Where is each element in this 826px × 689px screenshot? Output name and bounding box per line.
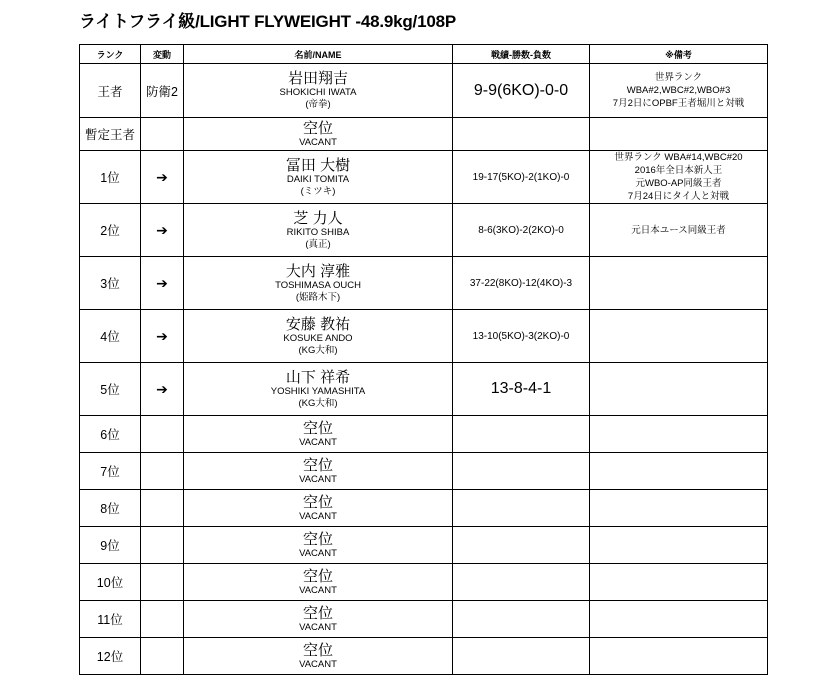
boxer-name-jp: 空位 — [302, 567, 333, 585]
note-line: 7月2日にOPBF王者堀川と対戦 — [612, 98, 745, 109]
boxer-name-jp: 空位 — [302, 119, 333, 137]
table-row — [80, 118, 768, 151]
boxer-name-jp: 山下 祥希 — [285, 368, 351, 386]
rank-cell: 11位 — [80, 601, 141, 638]
change-cell — [141, 453, 184, 490]
boxer-name-en: VACANT — [299, 621, 337, 633]
boxer-name-en: SHOKICHI IWATA — [279, 87, 357, 98]
name-cell — [184, 257, 453, 310]
name-cell — [184, 564, 453, 601]
note-line: 2016年全日本新人王 — [634, 165, 723, 176]
note-line: 元日本ユース同級王者 — [631, 224, 726, 236]
notes-cell — [590, 204, 768, 257]
gym-name: (KG大和) — [298, 397, 338, 409]
record-cell: 8-6(3KO)-2(2KO)-0 — [453, 204, 590, 257]
change-cell: 防衛2 — [141, 64, 184, 118]
boxer-name-en: VACANT — [299, 658, 337, 670]
boxer-name-en: VACANT — [299, 510, 337, 522]
rank-cell: 9位 — [80, 527, 141, 564]
name-cell — [184, 310, 453, 363]
rank-cell: 10位 — [80, 564, 141, 601]
note-line: 世界ランク — [654, 72, 703, 83]
name-cell — [184, 151, 453, 204]
notes-cell — [590, 64, 768, 118]
boxer-name-en: VACANT — [299, 547, 337, 559]
boxer-name-en: VACANT — [299, 136, 337, 148]
record-cell — [453, 490, 590, 527]
boxer-name-en: RIKITO SHIBA — [286, 226, 350, 238]
change-cell — [141, 490, 184, 527]
boxer-name-en: VACANT — [299, 584, 337, 596]
ranking-table — [79, 44, 768, 675]
table-row — [80, 527, 768, 564]
boxer-name-en: VACANT — [299, 436, 337, 448]
table-row — [80, 490, 768, 527]
notes-cell — [590, 564, 768, 601]
boxer-name-jp: 空位 — [302, 604, 333, 622]
record-cell: 19-17(5KO)-2(1KO)-0 — [453, 151, 590, 204]
name-cell — [184, 363, 453, 416]
gym-name: (ミツキ) — [300, 185, 336, 197]
header-rank: ランク — [80, 45, 141, 64]
name-cell — [184, 64, 453, 118]
name-cell — [184, 638, 453, 675]
table-row — [80, 638, 768, 675]
record-cell — [453, 416, 590, 453]
change-cell — [141, 601, 184, 638]
rank-cell: 7位 — [80, 453, 141, 490]
notes-cell — [590, 151, 768, 204]
header-name: 名前/NAME — [184, 45, 453, 64]
notes-cell — [590, 118, 768, 151]
header-notes: ※備考 — [590, 45, 768, 64]
boxer-name-jp: 空位 — [302, 641, 333, 659]
notes-cell — [590, 416, 768, 453]
boxer-name-en: YOSHIKI YAMASHITA — [270, 385, 366, 397]
table-row — [80, 453, 768, 490]
gym-name: (帝拳) — [305, 99, 331, 110]
boxer-name-jp: 芝 力人 — [293, 209, 343, 227]
notes-cell — [590, 310, 768, 363]
header-row — [80, 45, 768, 64]
name-cell — [184, 416, 453, 453]
note-line: 元WBO-AP同級王者 — [635, 178, 722, 189]
name-cell — [184, 601, 453, 638]
record-cell — [453, 118, 590, 151]
name-cell — [184, 490, 453, 527]
rank-cell: 2位 — [80, 204, 141, 257]
record-cell — [453, 601, 590, 638]
notes-cell — [590, 453, 768, 490]
arrow-right-icon: ➔ — [141, 204, 184, 257]
notes-cell — [590, 490, 768, 527]
notes-cell — [590, 638, 768, 675]
record-cell — [453, 638, 590, 675]
change-cell — [141, 416, 184, 453]
boxer-name-en: TOSHIMASA OUCH — [275, 279, 361, 291]
notes-cell — [590, 257, 768, 310]
boxer-name-en: KOSUKE ANDO — [283, 332, 353, 344]
gym-name: (KG大和) — [298, 344, 338, 356]
record-cell — [453, 527, 590, 564]
change-cell — [141, 118, 184, 151]
rank-cell: 6位 — [80, 416, 141, 453]
note-line: 世界ランク WBA#14,WBC#20 — [614, 152, 743, 163]
table-row — [80, 151, 768, 204]
boxer-name-jp: 空位 — [302, 456, 333, 474]
record-cell: 13-8-4-1 — [453, 363, 590, 416]
rank-cell: 暫定王者 — [80, 118, 141, 151]
record-cell: 9-9(6KO)-0-0 — [453, 64, 590, 118]
note-line: 7月24日にタイ人と対戦 — [627, 191, 730, 202]
gym-name: (姫路木下) — [295, 291, 341, 303]
arrow-right-icon: ➔ — [141, 151, 184, 204]
change-cell — [141, 564, 184, 601]
page-title: ライトフライ級/LIGHT FLYWEIGHT -48.9kg/108P — [79, 12, 456, 31]
notes-cell — [590, 601, 768, 638]
note-line: WBA#2,WBC#2,WBO#3 — [626, 85, 731, 96]
boxer-name-jp: 冨田 大樹 — [285, 156, 351, 174]
table-row — [80, 363, 768, 416]
rank-cell: 8位 — [80, 490, 141, 527]
rank-cell: 12位 — [80, 638, 141, 675]
rank-cell: 4位 — [80, 310, 141, 363]
rank-cell: 3位 — [80, 257, 141, 310]
record-cell — [453, 453, 590, 490]
boxer-name-en: DAIKI TOMITA — [286, 173, 350, 185]
boxer-name-en: VACANT — [299, 473, 337, 485]
boxer-name-jp: 空位 — [302, 493, 333, 511]
boxer-name-jp: 安藤 教祐 — [285, 315, 351, 333]
table-row — [80, 64, 768, 118]
rank-cell: 1位 — [80, 151, 141, 204]
notes-cell — [590, 527, 768, 564]
table-row — [80, 310, 768, 363]
table-row — [80, 257, 768, 310]
rank-cell: 王者 — [80, 64, 141, 118]
table-row — [80, 204, 768, 257]
notes-cell — [590, 363, 768, 416]
name-cell — [184, 204, 453, 257]
arrow-right-icon: ➔ — [141, 257, 184, 310]
header-record: 戦績-勝数-負数 — [453, 45, 590, 64]
gym-name: (真正) — [305, 238, 331, 250]
name-cell — [184, 453, 453, 490]
table-row — [80, 416, 768, 453]
header-change: 変動 — [141, 45, 184, 64]
record-cell — [453, 564, 590, 601]
boxer-name-jp: 空位 — [302, 530, 333, 548]
rank-cell: 5位 — [80, 363, 141, 416]
table-row — [80, 601, 768, 638]
name-cell — [184, 527, 453, 564]
boxer-name-jp: 岩田翔吉 — [287, 70, 348, 87]
arrow-right-icon: ➔ — [141, 310, 184, 363]
table-row — [80, 564, 768, 601]
change-cell — [141, 638, 184, 675]
boxer-name-jp: 大内 淳雅 — [285, 262, 351, 280]
arrow-right-icon: ➔ — [141, 363, 184, 416]
boxer-name-jp: 空位 — [302, 419, 333, 437]
record-cell: 37-22(8KO)-12(4KO)-3 — [453, 257, 590, 310]
name-cell — [184, 118, 453, 151]
record-cell: 13-10(5KO)-3(2KO)-0 — [453, 310, 590, 363]
change-cell — [141, 527, 184, 564]
